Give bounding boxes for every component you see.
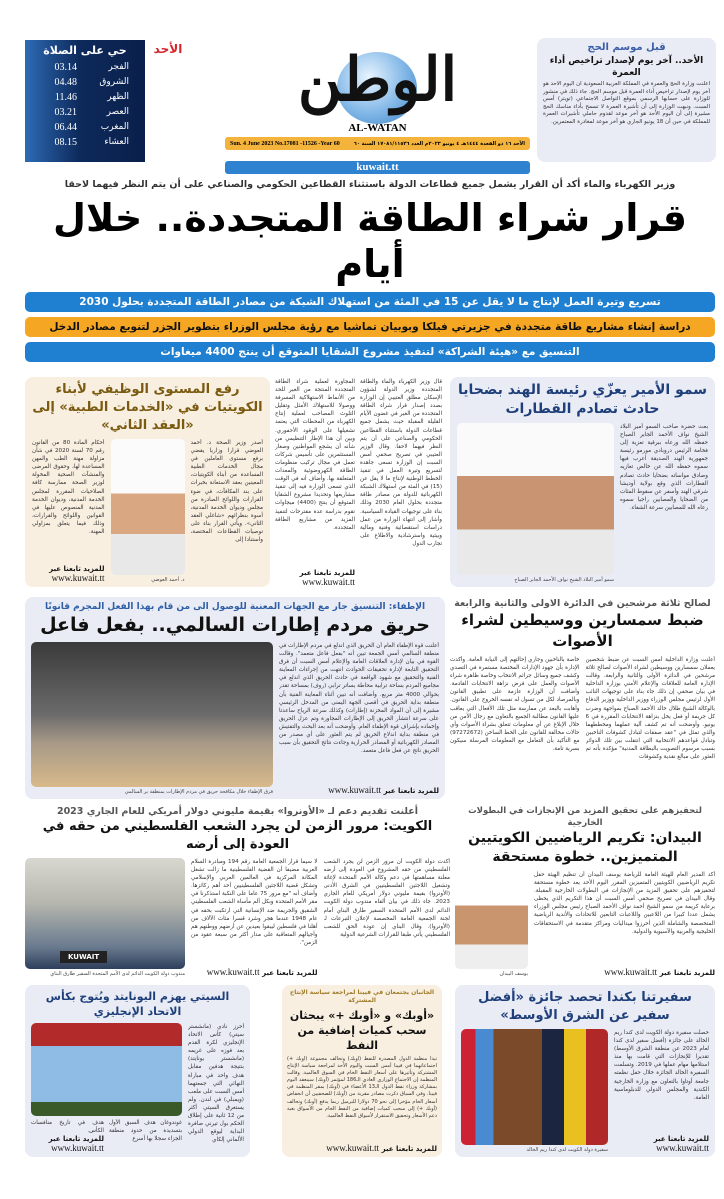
- hajj-headline: الأحد.. آخر يوم لإصدار تراخيص أداء العمرة: [549, 56, 704, 78]
- prayer-time: 06.44: [54, 122, 77, 133]
- opec-kicker: الجانبان يجتمعان في فيينا لمراجعة سياسة الإنتاج المشتركة: [289, 989, 435, 1004]
- ambassador-caption: سفيرة دولة الكويت لدى كندا ريم الخالد: [526, 1147, 608, 1153]
- health-col-2: أحكام المادة 80 من القانون رقم 70 لسنة 2020 في شأن مزاولة مهنة الطب والمهن المساعدة لها، وحقوق المرضى والمنشآت الصحية المخولة لوزير الصحة ممارسة كافة الصلاحيات المقررة لمجلس الخدمة المدنية، وديوان الخدمة المدنية المنصوص عليها في القوانين واللوائح والقرارات، وذلك فيما يتعلق بمزاولي المهنة.: [32, 440, 105, 536]
- lead-col-2-wrap: [275, 378, 355, 587]
- website-link[interactable]: kuwait.tt: [225, 161, 530, 174]
- ambassador-headline: سفيرتنا بكندا تحصد جائزة «أفضل سفير عن الشرق الأوسط»: [478, 990, 692, 1023]
- ambassador-body: حصلت سفيرة دولة الكويت لدى كندا ريم الخالد على جائزة (أفضل سفير لدى كندا لعام 2023 عن منطقة الشرق الأوسط) تقديرا للإنجازات التي قامت بها منذ استلامها مهام عملها في 2019. وتسلمت السفيرة الخالد الجائزة خلال حفل نظمته جامعة أوتاوا بالتعاون مع وزارة الخارجية الكندية والمجلس الدولي للدبلوماسية العامة.: [614, 1030, 709, 1101]
- city-headline: السيتي يهزم اليونايتد ويُتوج بكأس الاتحاد الإنجليزي: [45, 990, 230, 1018]
- lead-more-url[interactable]: www.kuwait.tt: [302, 577, 355, 587]
- ambassador-more-url[interactable]: www.kuwait.tt: [656, 1143, 709, 1153]
- ambassador-more-link[interactable]: [614, 1135, 709, 1153]
- health-story[interactable]: [25, 377, 270, 587]
- city-more-link[interactable]: [31, 1135, 104, 1153]
- sports-headline: البيدان: تكريم الرياضيين الكويتيين المتميزين.. خطوة مستحقة: [468, 830, 702, 865]
- ambassador-more-label: للمزيد تابعنا عبر: [653, 1135, 709, 1143]
- health-col-1: أصدر وزير الصحة د. أحمد العوضي قرارا وزاريا يقضي برفع مستوى العاملين في مجال الخدمات الطبية المساعدة من أبناء الكويتيات، المعينين بعقد الاستعانة بخبرات على بند المكافآت، في ضوء القرارات واللوائح الصادرة من مجلس وديوان الخدمة المدنية، أسوة بنظرائهم «شاغلي العقد الثاني». ويأتي القرار بناء على توصيات القطاعات المختصة، واستنادا إلى: [190, 440, 263, 544]
- sports-more-url[interactable]: www.kuwait.tt: [604, 967, 658, 977]
- prayer-time-row: [31, 105, 139, 120]
- health-more-link[interactable]: [32, 565, 105, 583]
- prayer-list: [31, 60, 139, 150]
- prayer-name: المغرب: [100, 122, 129, 132]
- lead-section: [25, 178, 715, 362]
- prayer-time: 11.46: [54, 92, 77, 103]
- fire-more-url[interactable]: www.kuwait.tt: [328, 785, 382, 795]
- prayer-name: العصر: [106, 107, 129, 117]
- city-col-3-wrap: [31, 1119, 104, 1153]
- palestine-photo: [25, 858, 185, 969]
- fire-photo: [31, 642, 273, 787]
- bidan-photo: [455, 871, 528, 969]
- fire-body: أعلنت قوة الإطفاء العام أن الحريق الذي اندلع في مردم الإطارات في منطقة السالمي أمس الجمعة تبين أنه "بفعل فاعل متعمد". وقالت القوة في بيان لإدارة العلاقات العامة والإعلام أمس السبت أن فرق التحقيق التابعة لإدارة تحقيقات الحوادث انتهت من إجراءات المعاينة الفنية والتحقيق مع شهود الواقعة في حادث الحريق الذي اندلع في مجاميع المردم بساحة ترابية محاطة بساتر ترابي (روف) بمساحة تقدر بحوالي 4000 متر مربع. وأضافت أنه تبين أثناء المعاينة الفنية بأن منطقة بداية الحريق في أقصى الجهة اليمنى من المدخل الرئيسي مشيرة إلى أن المواد المخزنة (إطارات) وكذلك سرعة الرياح ساعدتا على سرعة انتشار الحريق إلى الإطارات المجاورة وتم عزل الحريق وإخماده بإشراف قوة الإطفاء العام. وأوضحت أنه بعد البحث والتفتيش في منطقة بداية اندلاع الحريق لم يتم العثور على أي مصدر من المصادر الكهربائية أو المصادر الحرارية وجاءت نتائج التحقيق بأن سبب الحريق ناتج عن فعل فاعل متعمد.: [279, 643, 439, 755]
- health-caption: د. أحمد العوضي: [151, 577, 185, 583]
- health-more-label: للمزيد تابعنا عبر: [49, 565, 105, 573]
- lead-col-2: المجاورة لعملية شراء الطاقة المتجددة المنتجة من الغير للحد من الأنماط الاستهلاكية المسرفة ووصولا للاستهلاك الأمثل وتقليل التلوث المصاحب لعملية إنتاج الكهرباء من المحطات التي يعتمد تشغيلها على الوقود الأحفوري. وبين أن هذا الإطار التنظيمي من شأنه أن يشجع المواطنين وصغار المستثمرين على تأسيس شركات تعمل في مجال تركيب منظومات الطاقة الكهروضوئية والمعدات المتعلقة بها. وأضاف أنه في الوقت الذي تسعى الوزارة فيه إلى تنفيذ مشاريعها وتحديدا مشروع الشقايا المتوقع أن ينتج (4400) ميجاوات تقوم بدراسة عدة مقترحات لتنفيذ المزيد من مشاريع الطاقة المتجددة.: [275, 379, 355, 531]
- sports-figure: [455, 871, 528, 977]
- prayer-time: 03.21: [54, 107, 77, 118]
- lead-headline: قرار شراء الطاقة المتجددة.. خلال أيام: [53, 196, 687, 286]
- city-body: أحرز نادي (مانشستر سيتي) كأس الاتحاد الإنجليزي لكرة القدم بعد فوزه على غريمه (مانشستر يونايتد) بنتيجة هدفين مقابل هدف واحد في مباراة النهائي التي جمعتهما أمس السبت على ملعب (ويمبلي) في لندن. ولم يستغرق السيتي أكثر من 12 ثانية على إطلاق الحكم بول تيرني صافرة البداية ليوقع الدولي الألماني إلكاي: [188, 1024, 244, 1144]
- fire-kicker: الإطفاء: التنسيق جار مع الجهات المعنية للوصول الى من قام بهذا الفعل المجرم قانونًا: [44, 602, 426, 612]
- hajj-kicker: قبل موسم الحج: [587, 42, 666, 53]
- prayer-time-row: [31, 90, 139, 105]
- health-col-2-wrap: [32, 439, 105, 583]
- prayer-name: الشروق: [99, 77, 129, 87]
- palestine-col-1: أكدت دولة الكويت أن مرور الزمن لن يجرد الشعب الفلسطيني من حقه المشروع في العودة إلى أرضه معلنة مساهمتها في دعم وكالة الأمم المتحدة لإغاثة وتشغيل اللاجئين الفلسطينيين في الشرق الأدنى (الأونروا) بقيمة مليوني دولار أمريكي للعام الجاري 2023. جاء ذلك في بيان ألقاه مندوب دولة الكويت الدائم لدى الأمم المتحدة السفير طارق البناي أمام لجنة الجمعية العامة المخصصة لإعلان التبرعات لـ (الأونروا). وقال البناي إن عودة الحق للشعب الفلسطيني يأتي طبقا للقرارات الشرعية الدولية: [323, 859, 450, 938]
- date-bar: [225, 137, 530, 150]
- amir-body: بعث حضرة صاحب السمو أمير البلاد الشيخ نواف الأحمد الجابر الصباح حفظه الله ورعاه ببرقية تعزية إلى فخامة الرئيس دروبادي مورمو رئيسة جمهورية الهند الصديقة أعرب فيها سموه حفظه الله عن خالص تعازيه وصادق مواساته بضحايا حادث تصادم القطارات الذي وقع بولاية أوديشا شرقي الهند وأسفر عن سقوط المئات من الضحايا والمصابين راجيا سموه رعاه الله للمصابين سرعة الشفاء.: [620, 424, 708, 511]
- lead-more-label: للمزيد تابعنا عبر: [299, 569, 355, 577]
- sports-body-wrap: [534, 871, 715, 977]
- fire-more-label: للمزيد تابعنا عبر: [383, 787, 439, 795]
- votes-col-2: خاصة بالناخبين وجاري إحالتهم إلى النيابة العامة. وأكدت الإدارة بأن جهود الإدارات المختصة مستمرة في التصدي وكشف جميع وسائل جرائم الانتخاب وخاصة ظاهرة شراء الأصوات والعمل على فرض نزاهة الانتخابات القادمة. وأضافت أن الوزارة عازمة على تطبيق القانون وبالمرصاد لكل من تسول له نفسه الخروج على القانون. وأهابت بالبعد عن ممارسة مثل تلك الأفعال التي يعاقب عليها القانون مطالبة الجميع بالتعاون مع رجال الأمن من خلال الإبلاغ عن أي معلومات تتعلق بشراء الأصوات وأي حالات مخالفة للقانون على الخط الساخن (97272672) مع التأكيد بأن التعامل مع المعلومات المرسلة سيكون بسرية تامة.: [450, 657, 580, 753]
- prayer-name: العشاء: [104, 137, 129, 147]
- city-figure: [31, 1023, 182, 1153]
- health-headline: رفع المستوى الوظيفي لأبناء الكويتيات في «الخدمات الطبية» إلى «العقد الثاني»: [32, 382, 263, 433]
- prayer-time-row: [31, 120, 139, 135]
- city-photo: [31, 1023, 182, 1116]
- city-story[interactable]: [25, 985, 250, 1157]
- ambassador-story[interactable]: [455, 985, 715, 1157]
- health-figure: [111, 439, 185, 583]
- prayer-name: الظهر: [107, 92, 129, 102]
- sports-more-link[interactable]: [534, 967, 715, 977]
- votes-headline: ضبط سمسارين ووسيطين لشراء الأصوات: [461, 611, 704, 650]
- hajj-story[interactable]: [537, 38, 716, 162]
- prayer-time-row: [31, 75, 139, 90]
- masthead-name-en: AL-WATAN: [348, 122, 407, 134]
- health-more-url[interactable]: www.kuwait.tt: [51, 573, 105, 583]
- lead-more-link[interactable]: [275, 569, 355, 587]
- city-col-2: غوندوغان هدف السبق الأول بتسديدة من حدود منطقة الجزاء سجلا بها أسرع: [109, 1119, 182, 1142]
- city-more-url[interactable]: www.kuwait.tt: [51, 1143, 104, 1153]
- amir-headline: سمو الأمير يعزّي رئيسة الهند بضحايا حادث تصادم القطارات: [457, 382, 708, 417]
- sports-kicker: لتحفيزهم على تحقيق المزيد من الإنجازات في البطولات الخارجية: [468, 806, 702, 828]
- palestine-figure: [25, 858, 185, 977]
- fire-more-link[interactable]: [279, 785, 439, 795]
- votes-kicker: لصالح ثلاثة مرشحين في الدائرة الاولى والثانية والرابعة: [454, 598, 711, 609]
- ambassador-photo: [461, 1029, 608, 1145]
- lead-bar-3: التنسيق مع «هيئة الشراكة» لتنفيذ مشروع الشقايا المتوقع أن ينتج 4400 ميغاوات: [25, 342, 715, 362]
- votes-col-1: أعلنت وزارة الداخلية أمس السبت عن ضبط شخصين يعملان سمسارين ووسيطين لشراء الأصوات لصالح ثلاثة مرشحين في الدائرة الأولى والثانية والرابعة. وقالت الإدارة العامة للعلاقات والإعلام الأمني بوزارة الداخلية في بيان صحفي إن ذلك جاء بناء على توجيهات النائب الأول لرئيس مجلس الوزراء ووزير الداخلية ووزير الدفاع بالوكالة الشيخ طلال خالد الأحمد الصباح بمواجهة وضرب كل جريمة أو فعل يخل بنزاهة الانتخابات المقررة في 6 يونيو. وأوضحت أنه تم كشف آلية عملهما ومخططهما والذي تمثل في "عقد صفقات لتبادل كشوفات الناخبين وتبادل قواعدهم الانتخابية التي انتقلت بين تلك الدوائر بسبب مرسوم التصويت بالبطاقة المدنية" مؤكدة بأنه تم العثور على مبالغ نقدية وكشوفات: [585, 657, 715, 761]
- palestine-caption: مندوب دولة الكويت الدائم لدى الأمم المتحدة السفير طارق البناي: [50, 971, 185, 977]
- prayer-time: 08.15: [54, 137, 77, 148]
- palestine-col-2: لا سيما قرار الجمعية العامة رقم 194 ومبادرة السلام العربية مضيفا أن القضية الفلسطينية ما زالت تشغل المكانة المركزية في العالمين العربي والإسلامي وتشكل قضية اللاجئين الفلسطينيين أحد أهم ركائزها. وأضاف أنه "مع مرور 75 عاما على النكبة استذكرنا في مقر الأمم المتحدة وبكل ألم مأساة الشعب الفلسطيني الشقيق والجريمة ضد الإنسانية التي ارتكبت بحقه في عام 1948 عندما هجر وشرد قسرا مئات الآلاف من أهلنا في فلسطين ليبقوا بعيدين عن أرضهم ووطنهم هم وأجيالهم المتعاقبة على مدار أكثر من سبعة عقود من الزمن".: [191, 859, 318, 946]
- votes-story[interactable]: [450, 597, 715, 799]
- amir-caption: سمو أمير البلاد الشيخ نواف الأحمد الجابر الصباح: [514, 577, 614, 583]
- amir-figure: [457, 423, 614, 583]
- sports-story[interactable]: [455, 805, 715, 977]
- date-line-en: Sun. 4 June 2023 No.17081 -11526 -Year 60: [230, 140, 340, 147]
- palestine-col-2-wrap: [191, 858, 318, 977]
- fire-body-wrap: [279, 642, 439, 795]
- hajj-body: أعلنت وزارة الحج والعمرة في المملكة العربية السعودية أن اليوم الأحد هو آخر يوم لإصدار تراخيص أداء العمرة قبل موسم الحج. جاء ذلك في منشور للوزارة على حسابها الرسمي بموقع التواصل الاجتماعي (تويتر) أمس السبت. ونبهت الوزارة إلى أن تأشيرة العمرة لا تسمح بأداء مناسك الحج مشيرة إلى أن اليوم الأحد هو آخر موعد لقدوم حاملي تأشيرات العمرة للمملكة في حين أن 18 يونيو الجاري هو آخر موعد لمغادرة المعتمرين.: [543, 81, 710, 125]
- opec-more-label: للمزيد تابعنا عبر: [381, 1145, 437, 1153]
- prayer-title: حي على الصلاة: [43, 44, 127, 57]
- palestine-more-label: للمزيد تابعنا عبر: [262, 969, 318, 977]
- ambassador-figure: [461, 1029, 608, 1153]
- date-line-ar: الأحد ١٦ ذو القعدة ١٤٤٤هـ ٤ يونيو ٢٠٢٣م العدد ١٧٠٨١/١١٥٢٦ السنة ٦٠: [353, 140, 525, 147]
- sports-body: أكد المدير العام للهيئة العامة للرياضة يوسف البيدان أن تنظيم الهيئة حفل تكريم الرياضيين الكويتيين المتميزين المقرر اليوم الأحد يعد خطوة مستحقة لتحفيزهم على تحقيق المزيد من الإنجازات في البطولات الخارجية المقبلة. وقال البيدان في تصريح صحفي أمس السبت أن هذا التكريم الذي يحظى برعاية كريمة من سمو الشيخ أحمد نواف الأحمد الصباح رئيس مجلس الوزراء يشمل عددا كبيرا من اللاعبين واللاعبات التابعين للاتحادات والأندية الرياضية المتخصصة والشاملة الذين أحرزوا ميداليات ومراكز متقدمة في الاستحقاقات الخليجية والعربية والآسيوية والدولية.: [534, 872, 715, 935]
- lead-bar-2: دراسة إنشاء مشاريع طاقة متجددة في جزيرتي فيلكا وبوبيان تماشيا مع رؤية مجلس الوزراء بتطوير الجزر لتنويع مصادر الدخل: [25, 317, 715, 337]
- prayer-time-row: [31, 135, 139, 150]
- fire-caption: فرق الإطفاء خلال مكافحة حريق في مردم الإطارات بمنطقة بر السالمي: [124, 789, 273, 795]
- masthead-logo[interactable]: [225, 38, 530, 136]
- palestine-kicker: أعلنت تقديم دعم لـ «الأونروا» بقيمة مليوني دولار أمريكي للعام الجاري 2023: [56, 806, 419, 817]
- city-more-label: للمزيد تابعنا عبر: [48, 1135, 104, 1143]
- city-lower-cols: [31, 1119, 182, 1153]
- prayer-name: الفجر: [108, 62, 129, 72]
- prayer-times-box: [25, 40, 145, 162]
- palestine-headline: الكويت: مرور الزمن لن يجرد الشعب الفلسطيني من حقه في العودة إلى أرضه: [42, 819, 433, 852]
- lead-bar-1: تسريع وتيرة العمل لإنتاج ما لا يقل عن 15 في المئة من استهلاك الشبكة من مصادر الطاقة المتجددة بحلول 2030: [25, 292, 715, 312]
- ambassador-body-wrap: [614, 1029, 709, 1153]
- sports-more-label: للمزيد تابعنا عبر: [659, 969, 715, 977]
- kuwait-placard: KUWAIT: [60, 951, 107, 963]
- opec-body: تبدأ منظمة الدول المصدرة للنفط (أوبك) وتحالف مجموعة (أوبك +) اجتماعاتهما في فيينا أمس السبت واليوم الأحد لمراجعة سياسة الإنتاج المشتركة وتأثيرها على أسعار النفط الخام في السوق العالمية. وقالت المنظمة إن الاجتماع الوزاري العادي الـ186 لمؤتمر (أوبك) سينعقد اليوم بمشاركة وزراء نفط الدول الـ13 الأعضاء في (أوبك) بمقر المنظمة في فيينا. وفي السياق ذكرت مصادر مقربة من (أوبك) للصحفيين أن انخفاض أسعار الخام مؤخرا إلى نحو 70 دولارا للبرميل ربما يدفع (أوبك) وتحالف (أوبك +) إلى سحب كميات إضافية من النفط الخام من الأسواق بغية دعم الأسعار وتحقيق الاستقرار لأسواق النفط العالمية.: [287, 1056, 437, 1119]
- lead-col-1: قال وزير الكهرباء والماء والطاقة المتجددة وزير الدولة لشؤون الإسكان مطلق العتيبي إن الوزارة بصدد إصدار قرار شراء الطاقة المتجددة من الغير في غضون الأيام القليلة المقبلة حيث يشمل جميع قطاعات الدولة باستثناء القطاعين الحكومي والصناعي على أن يتم النظر فيهما لاحقا. وقال الوزير العتيبي في تصريح صحفي أمس السبت إن الوزارة تسعى جاهدة لتسريع وتيرة العمل في تنفيذ الخطط الوطنية لإنتاج ما لا يقل عن (15) في المئة من استهلاك الشبكة الكهربائية للدولة من مصادر طاقة متجددة بحلول العام 2030 وذلك بناء على توجيهات القيادة السياسية. وأشار إلى انتهاء الوزارة من عمل دراسات استقصائية وفنية ومالية وبيئية واسترشادية والاطلاع على تجارب الدول: [360, 379, 442, 547]
- opec-more-url[interactable]: www.kuwait.tt: [326, 1143, 380, 1153]
- amir-story[interactable]: [450, 377, 715, 587]
- prayer-time: 03.14: [54, 62, 77, 73]
- fire-figure: [31, 642, 273, 795]
- sports-caption: يوسف البيدان: [499, 971, 528, 977]
- fire-headline: حريق مردم إطارات السالمي.. بفعل فاعل: [40, 614, 430, 636]
- amir-photo: [457, 423, 614, 575]
- palestine-more-url[interactable]: www.kuwait.tt: [206, 967, 260, 977]
- health-minister-photo: [111, 439, 185, 575]
- palestine-more-link[interactable]: [191, 967, 318, 977]
- day-label: الأحد: [153, 42, 183, 56]
- palestine-story[interactable]: [25, 805, 450, 977]
- masthead-name-ar: الوطن: [297, 45, 458, 115]
- prayer-time-row: [31, 60, 139, 75]
- fire-story[interactable]: [25, 597, 445, 799]
- lead-kicker: وزير الكهرباء والماء أكد أن القرار يشمل جميع قطاعات الدولة باستثناء القطاعين الحكومي والصناعي على أن يتم النظر فيهما لاحقا: [64, 179, 676, 190]
- opec-headline: «أوبك» و «أوبك +» يبحثان سحب كميات إضافية من النفط: [289, 1009, 435, 1052]
- opec-more-link[interactable]: [287, 1143, 437, 1153]
- city-col-3: هدف في تاريخ منافسات الكأس.: [31, 1119, 104, 1134]
- prayer-time: 04.48: [54, 77, 77, 88]
- opec-story[interactable]: [282, 985, 442, 1157]
